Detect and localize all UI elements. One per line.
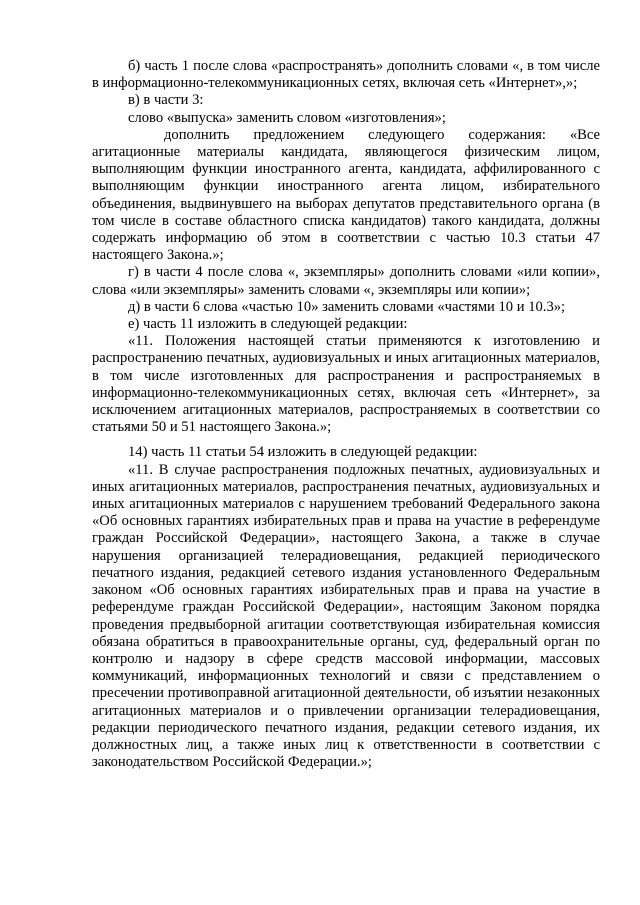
paragraph-b-part-1: б) часть 1 после слова «распространять» дополнить словами «, в том числе в информационно-телекоммуникационных сетях, включая сеть «Интернет»,»; [92,58,600,92]
paragraph-e-part-11: е) часть 11 изложить в следующей редакции: [128,316,408,333]
paragraph-g-part-4: г) в части 4 после слова «, экземпляры» дополнить словами «или копии», слова «или экземпляры» заменить словами «, экземпляры или копии»; [92,264,600,298]
document-page [92,58,600,771]
paragraph-part-11-text: «11. Положения настоящей статьи применяются к изготовлению и распространению печатных, аудиовизуальных и иных агитационных материалов, в том числе изготовленных для распространения и распространяемых в информационно-телекоммуникационных сетях, включая сеть «Интернет», за исключением агитационных материалов, распространяемых в соответствии со статьями 50 и 51 настоящего Закона.»; [92,333,600,436]
paragraph-article-54-part-11-text: «11. В случае распространения подложных печатных, аудиовизуальных и иных агитационных материалов, распространения печатных, аудиовизуальных и иных агитационных материалов с нарушением требований Федерального закона «Об основных гарантиях избирательных прав и права на участие в референдуме граждан Российской Федерации», настоящего Закона, а также в случае нарушения организацией телерадиовещания, редакцией периодического печатного издания, редакцией сетевого издания установленного Федеральным законом «Об основных гарантиях избирательных прав и права на участие в референдуме граждан Российской Федерации», настоящим Законом порядка проведения предвыборной агитации соответствующая избирательная комиссия обязана обратиться в правоохранительные органы, суд, федеральный орган по контролю и надзору в сфере средств массовой информации, массовых коммуникаций, информационных технологий и связи с представлением о пресечении противоправной агитационной деятельности, об изъятии незаконных агитационных материалов и о привлечении организации телерадиовещания, редакции периодического печатного издания, редакции сетевого издания, их должностных лиц, а также иных лиц к ответственности в соответствии с законодательством Российской Федерации.»; [92,461,600,771]
paragraph-add-sentence: дополнить предложением следующего содержания: «Все агитационные материалы кандидата, являющегося физическим лицом, выполняющим функции иностранного агента, кандидата, аффилированного с выполняющим функции иностранного агента лицом, избирательного объединения, выдвинувшего на выборах депутатов представительного органа (в том числе в составе областного списка кандидатов) такого кандидата, должны содержать информацию об этом в соответствии с частью 10.3 статьи 47 настоящего Закона.»; [92,126,600,264]
paragraph-item-14: 14) часть 11 статьи 54 изложить в следующей редакции: [128,444,478,461]
paragraph-v-part-3: в) в части 3: [128,92,204,109]
paragraph-d-part-6: д) в части 6 слова «частью 10» заменить словами «частями 10 и 10.3»; [128,298,566,315]
paragraph-replace-word: слово «выпуска» заменить словом «изготовления»; [128,109,446,126]
